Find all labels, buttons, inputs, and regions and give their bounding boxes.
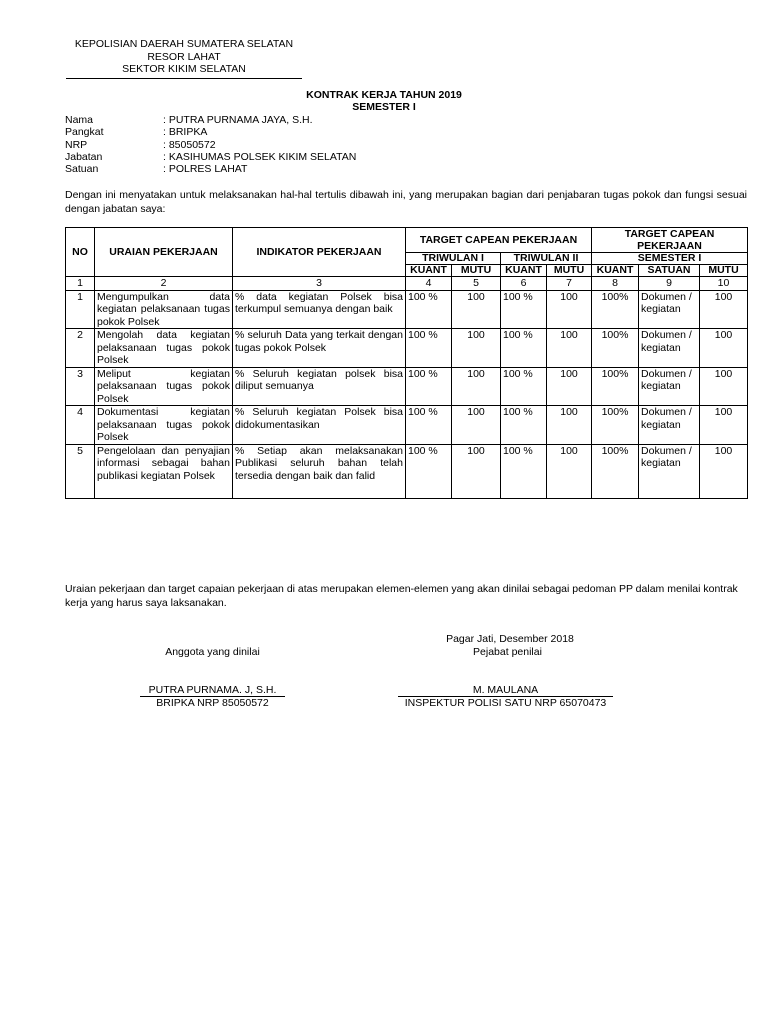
column-number: 7 xyxy=(547,277,592,291)
col-header-kuant: KUANT xyxy=(592,265,639,277)
document-title: KONTRAK KERJA TAHUN 2019 xyxy=(306,89,462,101)
cell-kuant-semester: 100% xyxy=(592,406,639,445)
identity-value: : KASIHUMAS POLSEK KIKIM SELATAN xyxy=(163,150,357,163)
cell-no: 3 xyxy=(66,367,95,406)
cell-uraian: Dokumentasi kegiatan pelaksanaan tugas pokok Polsek xyxy=(95,406,233,445)
cell-mutu-triwulan-2: 100 xyxy=(547,329,592,368)
cell-satuan: Dokumen / kegiatan xyxy=(639,406,700,445)
closing-paragraph: Uraian pekerjaan dan target capaian pekerjaan di atas merupakan elemen-elemen yang akan dinilai sebagai pedoman PP dalam menilai kontrak kerja yang harus saya laksanakan. xyxy=(65,583,738,609)
identity-row xyxy=(65,126,356,138)
table-row xyxy=(66,406,748,445)
cell-mutu-semester: 100 xyxy=(700,406,748,445)
col-header-target-triwulan: TARGET CAPEAN PEKERJAAN xyxy=(406,228,592,253)
column-number: 6 xyxy=(501,277,547,291)
signer-right xyxy=(398,684,613,709)
column-number: 4 xyxy=(406,277,452,291)
cell-mutu-triwulan-1: 100 xyxy=(452,406,501,445)
cell-indikator: % Setiap akan melaksanakan Publikasi seluruh bahan telah tersedia dengan baik dan falid xyxy=(233,444,406,498)
cell-kuant-triwulan-2: 100 % xyxy=(501,290,547,329)
col-header-kuant: KUANT xyxy=(501,265,547,277)
cell-kuant-triwulan-1: 100 % xyxy=(406,406,452,445)
cell-satuan: Dokumen / kegiatan xyxy=(639,367,700,406)
cell-uraian: Pengelolaan dan penyajian informasi sebagai bahan publikasi kegiatan Polsek xyxy=(95,444,233,498)
cell-no: 4 xyxy=(66,406,95,445)
table-row xyxy=(66,444,748,498)
col-header-indikator: INDIKATOR PEKERJAAN xyxy=(233,228,406,277)
identity-label: Nama xyxy=(65,114,94,126)
cell-kuant-semester: 100% xyxy=(592,444,639,498)
contract-table xyxy=(65,227,748,499)
col-header-triwulan-1: TRIWULAN I xyxy=(406,253,501,265)
cell-uraian: Mengolah data kegiatan pelaksanaan tugas pokok Polsek xyxy=(95,329,233,368)
cell-satuan: Dokumen / kegiatan xyxy=(639,444,700,498)
cell-indikator: % data kegiatan Polsek bisa terkumpul semuanya dengan baik xyxy=(233,290,406,329)
identity-value: : 85050572 xyxy=(163,138,216,151)
cell-mutu-triwulan-2: 100 xyxy=(547,367,592,406)
col-header-target-semester: TARGET CAPEAN PEKERJAAN xyxy=(592,228,748,253)
column-number: 9 xyxy=(639,277,700,291)
signer-left-name: PUTRA PURNAMA. J, S.H. xyxy=(140,684,285,697)
identity-label: Jabatan xyxy=(65,150,103,163)
cell-mutu-triwulan-2: 100 xyxy=(547,406,592,445)
cell-no: 2 xyxy=(66,329,95,368)
identity-value: : BRIPKA xyxy=(163,126,208,139)
identity-row xyxy=(65,114,356,126)
cell-satuan: Dokumen / kegiatan xyxy=(639,329,700,368)
intro-paragraph: Dengan ini menyatakan untuk melaksanakan hal-hal tertulis dibawah ini, yang merupakan bagian dari penjabaran tugas pokok dan fungsi sesuai dengan jabatan saya: xyxy=(65,189,747,215)
cell-mutu-triwulan-1: 100 xyxy=(452,367,501,406)
cell-kuant-semester: 100% xyxy=(592,367,639,406)
col-header-kuant: KUANT xyxy=(406,265,452,277)
cell-mutu-triwulan-2: 100 xyxy=(547,444,592,498)
table-row xyxy=(66,290,748,329)
identity-row xyxy=(65,163,356,175)
column-number: 8 xyxy=(592,277,639,291)
signer-left xyxy=(140,684,285,709)
identity-label: NRP xyxy=(65,138,88,151)
identity-value: : POLRES LAHAT xyxy=(163,163,248,176)
column-number: 3 xyxy=(233,277,406,291)
cell-kuant-triwulan-2: 100 % xyxy=(501,406,547,445)
cell-mutu-semester: 100 xyxy=(700,329,748,368)
letterhead-divider xyxy=(66,78,302,79)
cell-mutu-semester: 100 xyxy=(700,444,748,498)
cell-kuant-semester: 100% xyxy=(592,290,639,329)
cell-kuant-triwulan-2: 100 % xyxy=(501,444,547,498)
cell-uraian: Meliput kegiatan pelaksanaan tugas pokok Polsek xyxy=(95,367,233,406)
identity-label: Satuan xyxy=(65,163,99,176)
cell-indikator: % seluruh Data yang terkait dengan tugas pokok Polsek xyxy=(233,329,406,368)
cell-mutu-triwulan-2: 100 xyxy=(547,290,592,329)
identity-value: : PUTRA PURNAMA JAYA, S.H. xyxy=(163,114,313,126)
col-header-mutu: MUTU xyxy=(452,265,501,277)
letterhead-line-2: RESOR LAHAT xyxy=(147,50,221,63)
identity-row xyxy=(65,139,356,151)
header-row xyxy=(66,228,748,253)
col-header-no: NO xyxy=(66,228,95,277)
identity-block xyxy=(65,114,356,175)
cell-kuant-triwulan-2: 100 % xyxy=(501,367,547,406)
column-number: 10 xyxy=(700,277,748,291)
table-row xyxy=(66,329,748,368)
cell-no: 1 xyxy=(66,290,95,329)
cell-kuant-triwulan-1: 100 % xyxy=(406,367,452,406)
signer-left-role: Anggota yang dinilai xyxy=(165,646,260,658)
cell-mutu-semester: 100 xyxy=(700,367,748,406)
letterhead xyxy=(66,38,302,76)
cell-kuant-semester: 100% xyxy=(592,329,639,368)
cell-kuant-triwulan-1: 100 % xyxy=(406,329,452,368)
cell-no: 5 xyxy=(66,444,95,498)
cell-indikator: % Seluruh kegiatan polsek bisa diliput semuanya xyxy=(233,367,406,406)
signer-right-name: M. MAULANA xyxy=(398,684,613,697)
cell-satuan: Dokumen / kegiatan xyxy=(639,290,700,329)
document-subtitle: SEMESTER I xyxy=(352,101,416,113)
cell-mutu-semester: 100 xyxy=(700,290,748,329)
identity-label: Pangkat xyxy=(65,126,104,139)
cell-mutu-triwulan-1: 100 xyxy=(452,290,501,329)
column-number: 5 xyxy=(452,277,501,291)
col-header-triwulan-2: TRIWULAN II xyxy=(501,253,592,265)
col-header-satuan: SATUAN xyxy=(639,265,700,277)
column-number-row xyxy=(66,277,748,291)
cell-uraian: Mengumpulkan data kegiatan pelaksanaan tugas pokok Polsek xyxy=(95,290,233,329)
column-number: 2 xyxy=(95,277,233,291)
column-number: 1 xyxy=(66,277,95,291)
letterhead-line-1: KEPOLISIAN DAERAH SUMATERA SELATAN xyxy=(74,38,294,50)
col-header-mutu: MUTU xyxy=(700,265,748,277)
place-date: Pagar Jati, Desember 2018 xyxy=(446,633,574,645)
cell-kuant-triwulan-2: 100 % xyxy=(501,329,547,368)
cell-indikator: % Seluruh kegiatan Polsek bisa didokumentasikan xyxy=(233,406,406,445)
signer-right-role: Pejabat penilai xyxy=(473,646,542,658)
identity-row xyxy=(65,151,356,163)
cell-kuant-triwulan-1: 100 % xyxy=(406,290,452,329)
col-header-uraian: URAIAN PEKERJAAN xyxy=(95,228,233,277)
signer-right-id: INSPEKTUR POLISI SATU NRP 65070473 xyxy=(404,697,607,709)
letterhead-line-3: SEKTOR KIKIM SELATAN xyxy=(122,63,246,75)
table-row xyxy=(66,367,748,406)
cell-kuant-triwulan-1: 100 % xyxy=(406,444,452,498)
cell-mutu-triwulan-1: 100 xyxy=(452,329,501,368)
col-header-mutu: MUTU xyxy=(547,265,592,277)
signer-left-id: BRIPKA NRP 85050572 xyxy=(156,697,269,709)
col-header-semester: SEMESTER I xyxy=(592,253,748,265)
cell-mutu-triwulan-1: 100 xyxy=(452,444,501,498)
